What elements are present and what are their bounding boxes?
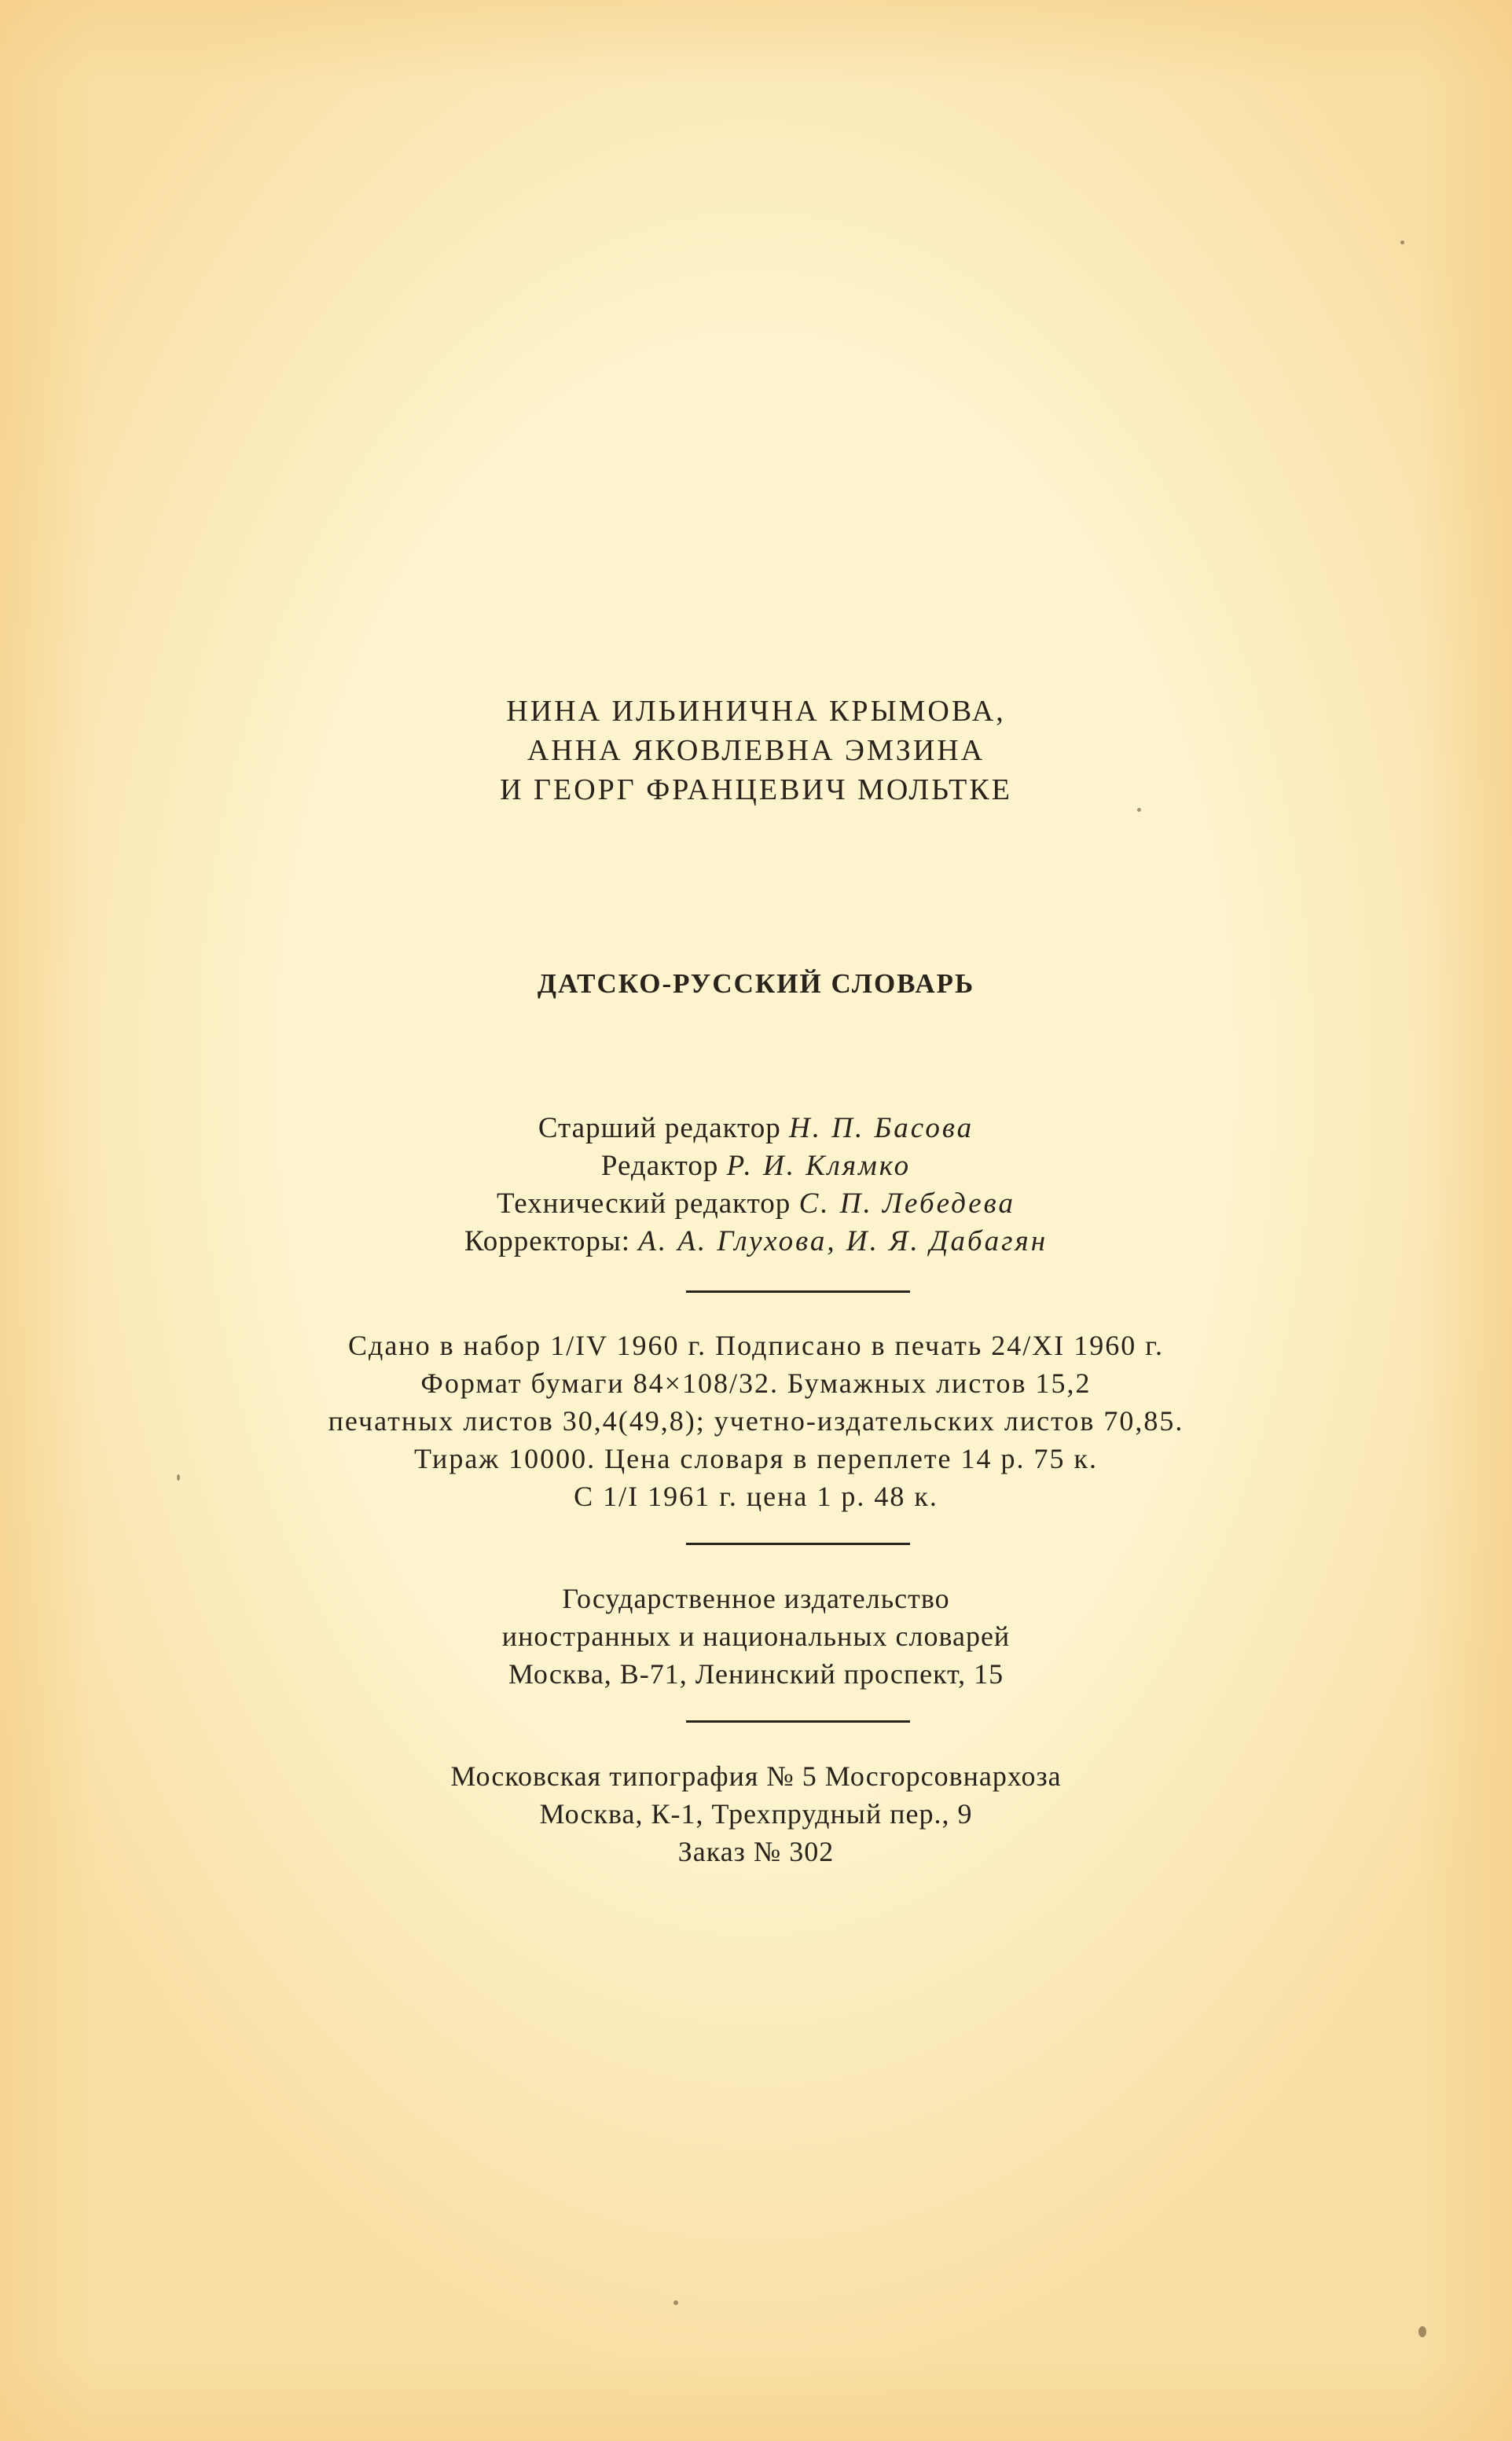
print-info-block bbox=[0, 1327, 1512, 1515]
credit-role: Редактор bbox=[600, 1150, 719, 1182]
paper-speck bbox=[1418, 2326, 1426, 2337]
credit-name: Р. И. Клямко bbox=[726, 1150, 912, 1182]
author-line: НИНА ИЛЬИНИЧНА КРЫМОВА, bbox=[506, 695, 1006, 728]
divider-rule bbox=[686, 1543, 910, 1545]
authors-block bbox=[0, 692, 1512, 809]
credit-role: Технический редактор bbox=[497, 1187, 791, 1220]
credit-name: Н. П. Басова bbox=[789, 1112, 974, 1144]
book-title: ДАТСКО-РУССКИЙ СЛОВАРЬ bbox=[537, 968, 975, 999]
credit-name: А. А. Глухова, И. Я. Дабагян bbox=[638, 1225, 1048, 1257]
credit-role: Старший редактор bbox=[538, 1112, 781, 1144]
credit-line bbox=[0, 1185, 1512, 1223]
paper-speck bbox=[1400, 240, 1404, 244]
typography-line: Москва, К-1, Трехпрудный пер., 9 bbox=[539, 1798, 973, 1830]
print-info-line: С 1/I 1961 г. цена 1 р. 48 к. bbox=[574, 1481, 938, 1512]
credit-line bbox=[0, 1147, 1512, 1185]
print-info-line: печатных листов 30,4(49,8); учетно-издательских листов 70,85. bbox=[328, 1405, 1184, 1437]
typography-block bbox=[0, 1757, 1512, 1870]
credit-line bbox=[0, 1110, 1512, 1147]
credit-role: Корректоры: bbox=[464, 1225, 630, 1257]
author-line: АННА ЯКОВЛЕВНА ЭМЗИНА bbox=[527, 734, 985, 767]
typography-line: Заказ № 302 bbox=[677, 1836, 835, 1867]
author-line: И ГЕОРГ ФРАНЦЕВИЧ МОЛЬТКЕ bbox=[500, 773, 1012, 806]
divider-rule bbox=[686, 1720, 910, 1723]
print-info-line: Формат бумаги 84×108/32. Бумажных листов 15,2 bbox=[420, 1367, 1092, 1399]
publisher-line: Москва, В-71, Ленинский проспект, 15 bbox=[508, 1658, 1004, 1690]
paper-speck bbox=[1137, 808, 1141, 812]
credit-name: С. П. Лебедева bbox=[798, 1187, 1015, 1220]
credit-line bbox=[0, 1223, 1512, 1261]
print-info-line: Тираж 10000. Цена словаря в переплете 14 р. 75 к. bbox=[413, 1443, 1099, 1474]
typography-line: Московская типография № 5 Мосгорсовнархоза bbox=[450, 1760, 1062, 1792]
paper-speck bbox=[177, 1474, 180, 1481]
publisher-block bbox=[0, 1580, 1512, 1693]
credits-block bbox=[0, 1110, 1512, 1261]
divider-rule bbox=[686, 1290, 910, 1293]
paper-speck bbox=[673, 2300, 678, 2305]
print-info-line: Сдано в набор 1/IV 1960 г. Подписано в печать 24/XI 1960 г. bbox=[348, 1330, 1164, 1361]
publisher-line: Государственное издательство bbox=[562, 1583, 950, 1614]
publisher-line: иностранных и национальных словарей bbox=[501, 1621, 1011, 1652]
